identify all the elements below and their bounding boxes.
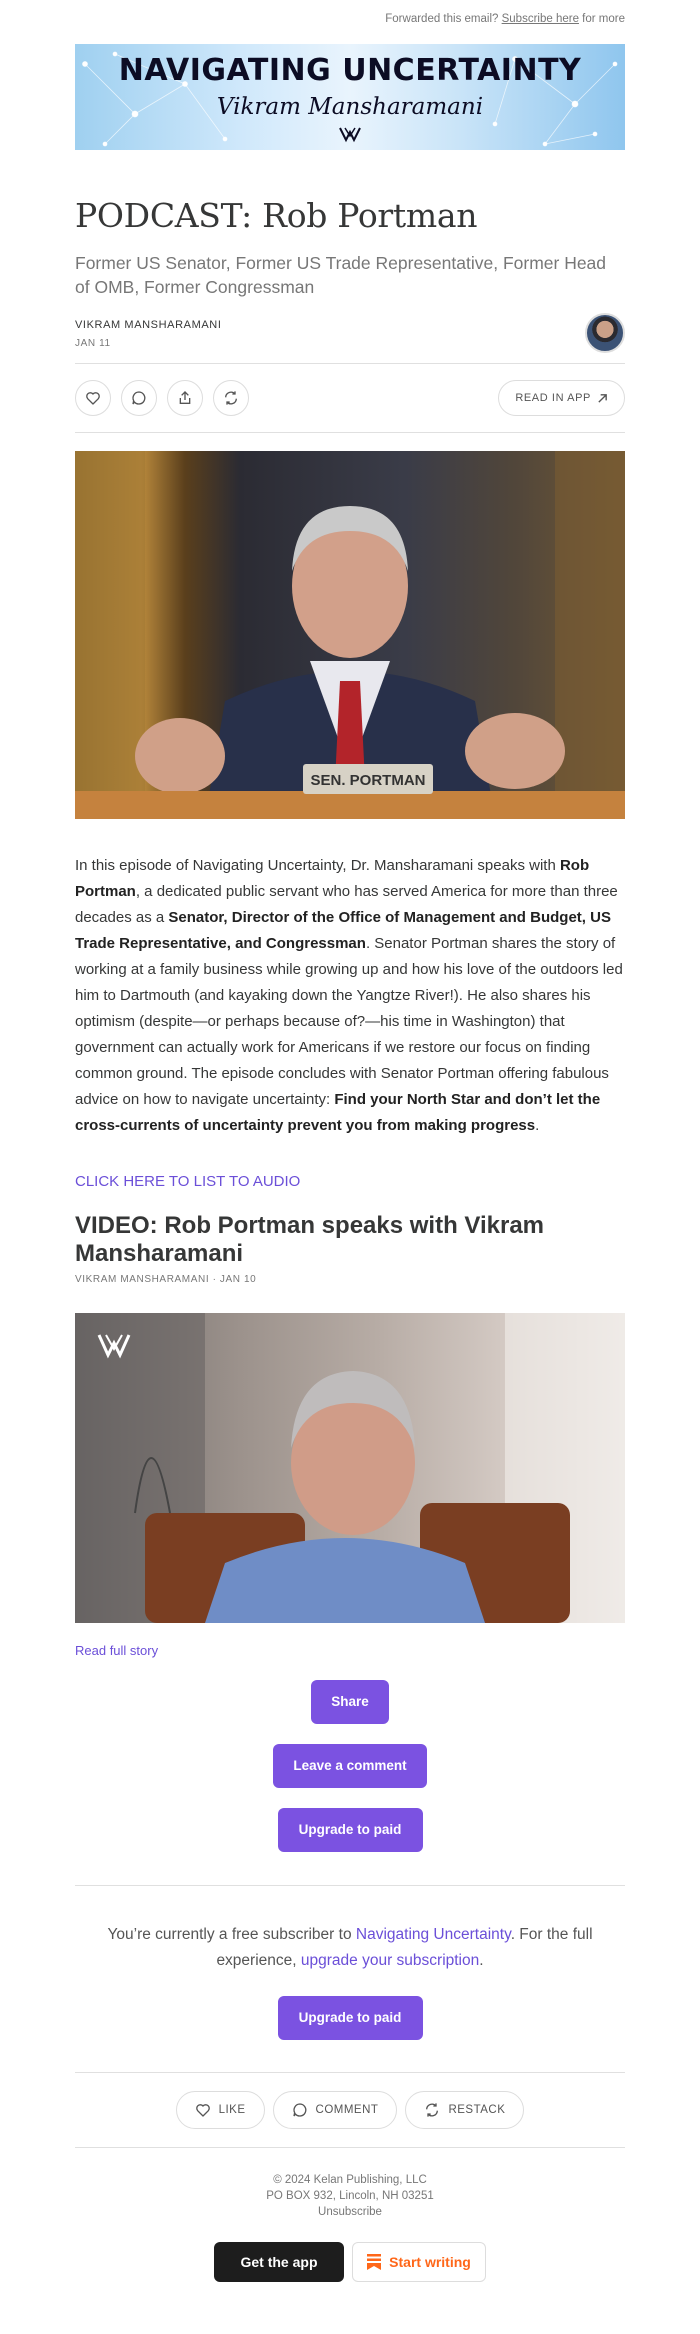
- read-full-story-link[interactable]: Read full story: [75, 1643, 159, 1658]
- start-writing-label: Start writing: [389, 2254, 471, 2270]
- divider: [75, 2147, 625, 2148]
- divider: [75, 1885, 625, 1886]
- share-button[interactable]: [167, 380, 203, 416]
- body-text-1: In this episode of Navigating Uncertainty, Dr. Mansharamani speaks with: [75, 857, 560, 874]
- audio-link[interactable]: CLICK HERE TO LIST TO AUDIO: [75, 1173, 301, 1190]
- substack-logo-icon: [367, 2254, 381, 2270]
- banner-title: NAVIGATING UNCERTAINTY: [118, 53, 582, 88]
- body-bold-roles: Senator, Director of the Office of Management and Budget, US Trade Representative, and Congressman: [75, 909, 611, 952]
- hero-photo-portman: [75, 451, 625, 819]
- forwarded-suffix: for more: [582, 13, 625, 25]
- unsubscribe-link[interactable]: Unsubscribe: [318, 2206, 382, 2218]
- author-name[interactable]: VIKRAM MANSHARAMANI: [75, 319, 222, 331]
- restack-button[interactable]: [213, 380, 249, 416]
- author-avatar[interactable]: [585, 313, 625, 353]
- forwarded-note: [75, 0, 625, 44]
- video-frame: [75, 1313, 625, 1623]
- restack-icon: [424, 2102, 440, 2118]
- body-bold-advice: Find your North Star and don’t let the cross-currents of uncertainty prevent you from making progress: [75, 1091, 601, 1134]
- banner-subtitle: Vikram Mansharamani: [216, 94, 484, 120]
- byline: [75, 313, 625, 363]
- upgrade-button-2[interactable]: Upgrade to paid: [278, 1996, 423, 2040]
- video-post-meta: VIKRAM MANSHARAMANI · JAN 10: [75, 1274, 257, 1285]
- sub-text-a: You’re currently a free subscriber to: [107, 1926, 356, 1943]
- like-button[interactable]: [75, 380, 111, 416]
- share-cta-button[interactable]: Share: [311, 1680, 389, 1724]
- forwarded-text: Forwarded this email?: [385, 13, 499, 25]
- bottom-actions: [75, 2091, 625, 2129]
- app-buttons: [75, 2242, 625, 2282]
- divider: [75, 2072, 625, 2073]
- upgrade-subscription-link[interactable]: upgrade your subscription: [300, 1952, 480, 1969]
- heart-icon: [195, 2102, 211, 2118]
- arrow-up-right-icon: [597, 393, 608, 404]
- post-date: JAN 11: [75, 338, 111, 349]
- post-title[interactable]: PODCAST: Rob Portman: [75, 196, 478, 235]
- hero-image[interactable]: [75, 451, 625, 819]
- footer: [75, 2172, 625, 2220]
- video-post-title[interactable]: VIDEO: Rob Portman speaks with Vikram Mansharamani: [75, 1212, 545, 1267]
- like-pill-button[interactable]: [176, 2091, 265, 2129]
- body-text-4: .: [535, 1117, 540, 1134]
- nameplate-text: SEN. PORTMAN: [310, 772, 426, 789]
- address: PO BOX 932, Lincoln, NH 03251: [266, 2190, 434, 2202]
- leave-comment-button[interactable]: Leave a comment: [273, 1744, 427, 1788]
- heart-icon: [85, 390, 101, 406]
- like-label: LIKE: [218, 2104, 246, 2116]
- restack-icon: [223, 390, 239, 406]
- divider: [75, 432, 625, 433]
- publication-link[interactable]: Navigating Uncertainty: [355, 1926, 511, 1943]
- comment-icon: [292, 2102, 308, 2118]
- upgrade-button[interactable]: Upgrade to paid: [278, 1808, 423, 1852]
- restack-label: RESTACK: [448, 2104, 506, 2116]
- sub-text-c: .: [479, 1952, 484, 1969]
- email-container: [75, 0, 625, 2282]
- subscription-note: [75, 1922, 625, 1974]
- start-writing-button[interactable]: [352, 2242, 486, 2282]
- body-text-2: , a dedicated public servant who has served America for more than three decades as a: [75, 883, 618, 926]
- video-thumbnail[interactable]: [75, 1313, 625, 1623]
- post-actions-bar: [75, 364, 625, 432]
- restack-pill-button[interactable]: [405, 2091, 524, 2129]
- subscribe-link[interactable]: Subscribe here: [501, 13, 579, 25]
- comment-icon: [131, 390, 147, 406]
- share-icon: [177, 390, 193, 406]
- comment-pill-button[interactable]: [273, 2091, 398, 2129]
- body-text-3: . Senator Portman shares the story of working at a family business while growing up and how his love of the outdoors led him to Dartmouth (and kayaking down the Yangtze River!). He also shares his optimism (despite—or perhaps because of?—his time in Washington) that government can actually work for Americans if we restore our focus on finding common ground. The episode concludes with Senator Portman offering fabulous advice on how to navigate uncertainty:: [75, 935, 623, 1108]
- get-app-button[interactable]: Get the app: [214, 2242, 344, 2282]
- read-in-app-button[interactable]: [498, 380, 625, 416]
- newsletter-banner[interactable]: [75, 44, 625, 150]
- vm-logo-icon: [338, 124, 362, 144]
- comment-label: COMMENT: [315, 2104, 379, 2116]
- sub-text-b: . For the full experience,: [216, 1926, 593, 1969]
- body-bold-name: Rob Portman: [75, 857, 590, 900]
- post-subtitle: Former US Senator, Former US Trade Representative, Former Head of OMB, Former Congressman: [75, 253, 607, 297]
- read-in-app-label: READ IN APP: [515, 392, 591, 404]
- copyright: © 2024 Kelan Publishing, LLC: [273, 2174, 427, 2186]
- post-body: [75, 853, 625, 1139]
- comment-button[interactable]: [121, 380, 157, 416]
